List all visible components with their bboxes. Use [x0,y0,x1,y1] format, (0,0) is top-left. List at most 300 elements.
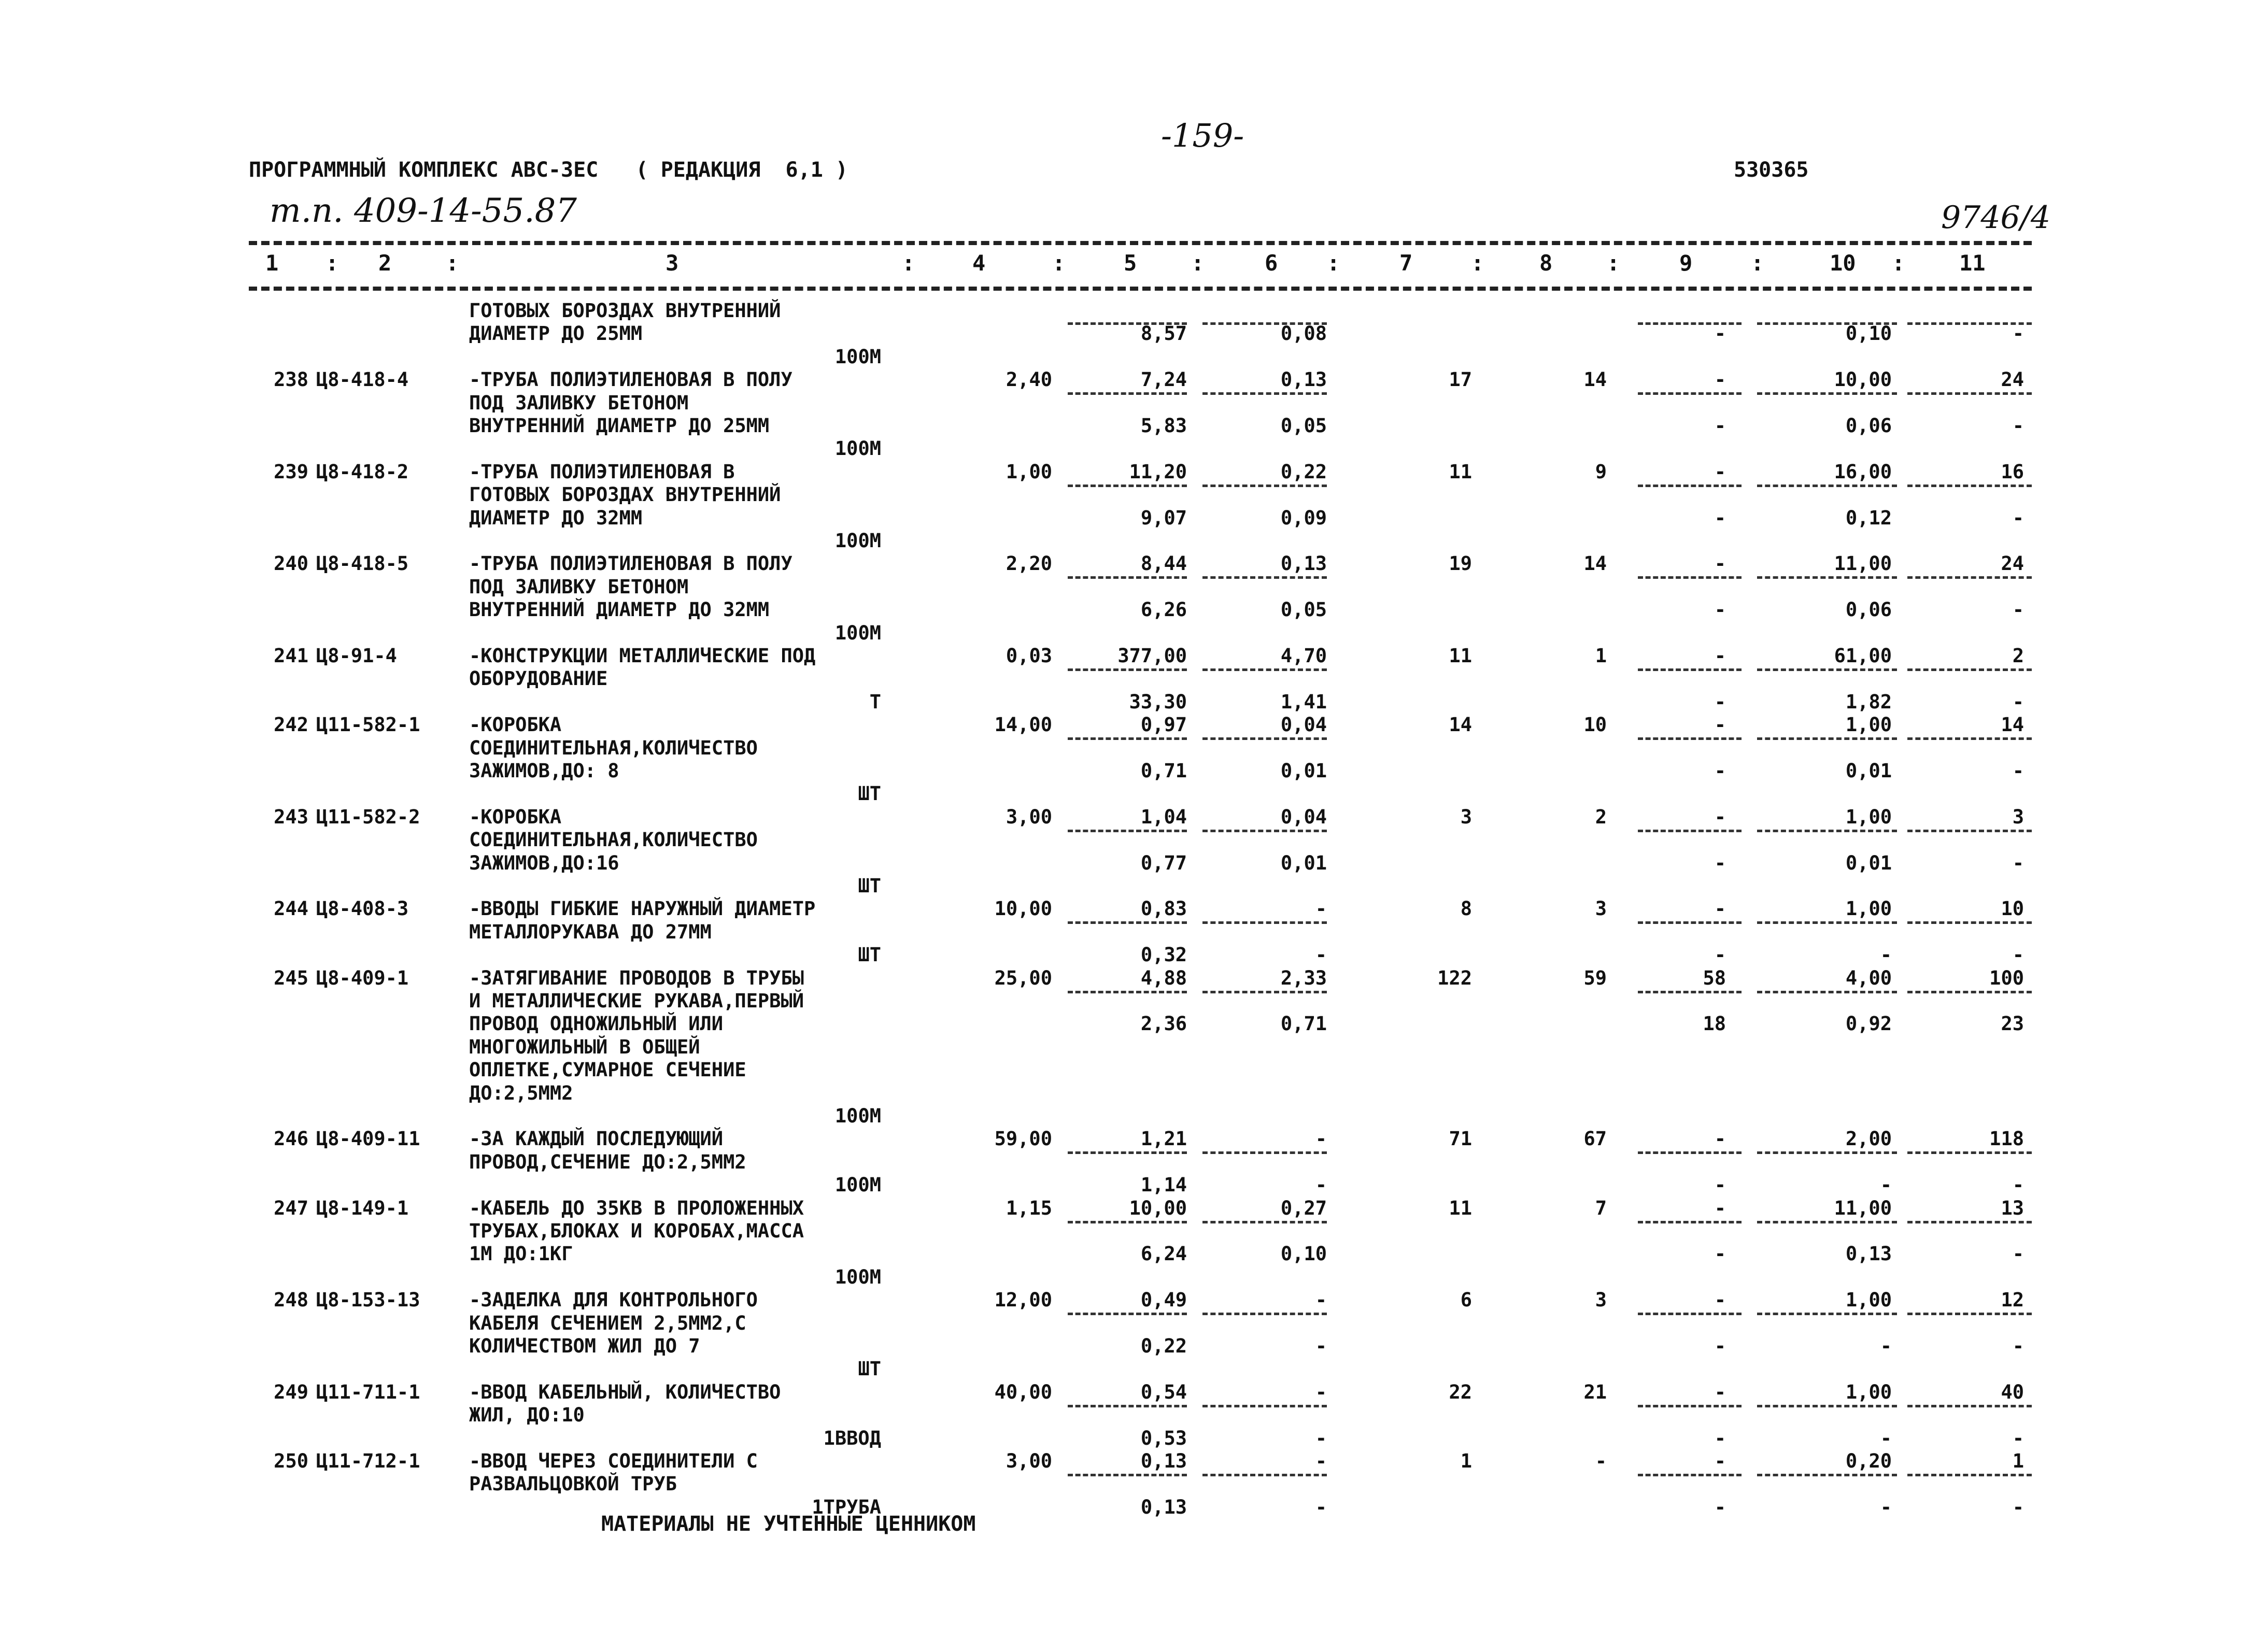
rate-code: Ц8-408-3 [316,898,409,920]
row-number: 247 [274,1197,308,1219]
column-header-6: 6 [1265,250,1278,276]
work-description: -ЗА КАЖДЫЙ ПОСЛЕДУЮЩИЙ [469,1128,724,1150]
value-separator-rule [1202,392,1327,395]
cell-c10: 1,00 [1845,1289,1892,1311]
cell-c5: 9,07 [1140,507,1187,529]
cell-c10: 10,00 [1834,368,1892,391]
cell-c11: - [2012,599,2024,621]
unit-of-measure: 100М [834,1174,881,1196]
cell-c7: 14 [1449,714,1472,736]
unit-of-measure: 100М [834,530,881,552]
cell-c11: - [2012,507,2024,529]
cell-c4: 3,00 [1006,1450,1052,1472]
project-number: т.п. 409-14-55.87 [270,192,577,230]
cell-c6: 0,05 [1280,415,1327,437]
column-separator: : [1751,250,1764,276]
rate-code: Ц11-711-1 [316,1381,420,1403]
work-description: И МЕТАЛЛИЧЕСКИЕ РУКАВА,ПЕРВЫЙ [469,990,804,1012]
cell-c5: 0,22 [1140,1335,1187,1357]
work-description: МЕТАЛЛОРУКАВА ДО 27ММ [469,921,712,943]
row-number: 246 [274,1128,308,1150]
cell-c10: 0,92 [1845,1013,1892,1035]
value-separator-rule [1638,1405,1742,1407]
value-separator-rule [1202,1221,1327,1223]
row-number: 242 [274,714,308,736]
cell-c9: 58 [1703,967,1726,989]
cell-c9: - [1714,461,1726,483]
cell-c5: 377,00 [1117,645,1187,667]
cell-c9: - [1714,322,1726,345]
work-description: ЗАЖИМОВ,ДО: 8 [469,760,619,782]
work-description: -ВВОД ЧЕРЕЗ СОЕДИНИТЕЛИ С [469,1450,758,1472]
cell-c9: - [1714,852,1726,874]
cell-c5: 8,57 [1140,322,1187,345]
cell-c10: 16,00 [1834,461,1892,483]
column-header-11: 11 [1959,250,1986,276]
cell-c4: 12,00 [994,1289,1052,1311]
work-description: -ЗАДЕЛКА ДЛЯ КОНТРОЛЬНОГО [469,1289,758,1311]
unit-of-measure: 100М [834,437,881,460]
cell-c5: 1,04 [1140,806,1187,828]
cell-c5: 0,77 [1140,852,1187,874]
value-separator-rule [1907,991,2032,993]
work-description: -КОНСТРУКЦИИ МЕТАЛЛИЧЕСКИЕ ПОД [469,645,816,667]
cell-c10: 1,00 [1845,806,1892,828]
cell-c9: - [1714,714,1726,736]
page-number: -159- [1161,117,1244,154]
value-separator-rule [1202,668,1327,671]
cell-c7: 22 [1449,1381,1472,1403]
value-separator-rule [1907,392,2032,395]
cell-c10: 61,00 [1834,645,1892,667]
cell-c9: - [1714,1128,1726,1150]
value-separator-rule [1907,737,2032,740]
cell-c5: 0,13 [1140,1496,1187,1518]
cell-c10: - [1880,1496,1892,1518]
rate-code: Ц8-409-11 [316,1128,420,1150]
rate-code: Ц8-153-13 [316,1289,420,1311]
value-separator-rule [1638,322,1742,325]
value-separator-rule [1202,1474,1327,1476]
cell-c10: 0,01 [1845,852,1892,874]
value-separator-rule [1068,991,1187,993]
work-description: -ТРУБА ПОЛИЭТИЛЕНОВАЯ В ПОЛУ [469,368,792,391]
cell-c6: 0,04 [1280,806,1327,828]
value-separator-rule [1638,485,1742,487]
cell-c4: 25,00 [994,967,1052,989]
cell-c10: 0,06 [1845,415,1892,437]
value-separator-rule [1202,737,1327,740]
cell-c9: - [1714,1174,1726,1196]
value-separator-rule [1907,485,2032,487]
cell-c8: 1 [1595,645,1607,667]
cell-c5: 0,53 [1140,1427,1187,1449]
row-number: 239 [274,461,308,483]
cell-c11: - [2012,1174,2024,1196]
work-description: ДИАМЕТР ДО 25ММ [469,322,643,345]
cell-c8: - [1595,1450,1607,1472]
cell-c11: 24 [2001,368,2024,391]
cell-c7: 17 [1449,368,1472,391]
cell-c6: 0,01 [1280,852,1327,874]
header-bottom-rule [249,287,2032,291]
value-separator-rule [1068,668,1187,671]
work-description: ЖИЛ, ДО:10 [469,1404,585,1426]
work-description: 1М ДО:1КГ [469,1243,573,1265]
cell-c10: 1,00 [1845,1381,1892,1403]
column-separator: : [1191,250,1205,276]
cell-c4: 2,20 [1006,552,1052,575]
value-separator-rule [1757,1151,1897,1154]
cell-c11: 13 [2001,1197,2024,1219]
cell-c11: - [2012,1335,2024,1357]
value-separator-rule [1907,1313,2032,1315]
cell-c10: 1,00 [1845,898,1892,920]
work-description: КАБЕЛЯ СЕЧЕНИЕМ 2,5ММ2,С [469,1312,746,1334]
value-separator-rule [1907,1405,2032,1407]
cell-c6: 0,13 [1280,368,1327,391]
cell-c5: 1,14 [1140,1174,1187,1196]
cell-c9: - [1714,1496,1726,1518]
cell-c10: 0,06 [1845,599,1892,621]
cell-c6: - [1315,1174,1327,1196]
value-separator-rule [1202,576,1327,579]
cell-c10: 1,82 [1845,691,1892,713]
value-separator-rule [1638,392,1742,395]
cell-c6: - [1315,898,1327,920]
work-description: ПРОВОД ОДНОЖИЛЬНЫЙ ИЛИ [469,1013,724,1035]
cell-c6: - [1315,1381,1327,1403]
value-separator-rule [1638,737,1742,740]
value-separator-rule [1202,1405,1327,1407]
cell-c11: 14 [2001,714,2024,736]
cell-c10: - [1880,944,1892,966]
column-header-7: 7 [1399,250,1413,276]
cell-c8: 59 [1583,967,1607,989]
unit-of-measure: ШТ [858,944,881,966]
cell-c11: 100 [1989,967,2024,989]
cell-c5: 0,32 [1140,944,1187,966]
cell-c10: 0,13 [1845,1243,1892,1265]
rate-code: Ц11-712-1 [316,1450,420,1472]
cell-c4: 1,00 [1006,461,1052,483]
column-header-10: 10 [1830,250,1856,276]
cell-c8: 14 [1583,368,1607,391]
value-separator-rule [1757,1221,1897,1223]
cell-c6: 4,70 [1280,645,1327,667]
value-separator-rule [1757,576,1897,579]
unit-of-measure: 1ТРУБА [812,1496,881,1518]
cell-c11: 2 [2012,645,2024,667]
column-separator: : [1052,250,1066,276]
work-description: -ТРУБА ПОЛИЭТИЛЕНОВАЯ В ПОЛУ [469,552,792,575]
value-separator-rule [1757,392,1897,395]
cell-c10: 0,20 [1845,1450,1892,1472]
cell-c11: - [2012,852,2024,874]
row-number: 244 [274,898,308,920]
work-description: -КОРОБКА [469,714,562,736]
cell-c11: 12 [2001,1289,2024,1311]
cell-c11: - [2012,760,2024,782]
cell-c11: - [2012,944,2024,966]
value-separator-rule [1202,322,1327,325]
value-separator-rule [1638,668,1742,671]
work-description: -ВВОДЫ ГИБКИЕ НАРУЖНЫЙ ДИАМЕТР [469,898,816,920]
row-number: 245 [274,967,308,989]
cell-c11: 10 [2001,898,2024,920]
value-separator-rule [1068,737,1187,740]
cell-c7: 11 [1449,461,1472,483]
column-header-8: 8 [1539,250,1553,276]
work-description: -КОРОБКА [469,806,562,828]
rate-code: Ц8-418-4 [316,368,409,391]
rate-code: Ц11-582-2 [316,806,420,828]
cell-c6: - [1315,1289,1327,1311]
cell-c5: 1,21 [1140,1128,1187,1150]
cell-c7: 11 [1449,1197,1472,1219]
cell-c6: 0,71 [1280,1013,1327,1035]
cell-c10: - [1880,1335,1892,1357]
value-separator-rule [1757,921,1897,924]
column-separator: : [1892,250,1905,276]
column-header-1: 1 [265,250,279,276]
cell-c11: 40 [2001,1381,2024,1403]
cell-c8: 10 [1583,714,1607,736]
value-separator-rule [1638,576,1742,579]
cell-c9: 18 [1703,1013,1726,1035]
value-separator-rule [1757,485,1897,487]
cell-c9: - [1714,691,1726,713]
column-separator: : [325,250,339,276]
cell-c8: 9 [1595,461,1607,483]
cell-c7: 11 [1449,645,1472,667]
cell-c5: 10,00 [1129,1197,1187,1219]
value-separator-rule [1638,921,1742,924]
work-description: ГОТОВЫХ БОРОЗДАХ ВНУТРЕННИЙ [469,300,781,322]
cell-c10: - [1880,1174,1892,1196]
cell-c7: 19 [1449,552,1472,575]
cell-c5: 8,44 [1140,552,1187,575]
cell-c6: - [1315,1335,1327,1357]
cell-c9: - [1714,898,1726,920]
doc-code: 530365 [1734,158,1809,182]
work-description: ВНУТРЕННИЙ ДИАМЕТР ДО 32ММ [469,599,770,621]
work-description: СОЕДИНИТЕЛЬНАЯ,КОЛИЧЕСТВО [469,737,758,759]
cell-c9: - [1714,1289,1726,1311]
cell-c5: 6,26 [1140,599,1187,621]
cell-c4: 1,15 [1006,1197,1052,1219]
work-description: ВНУТРЕННИЙ ДИАМЕТР ДО 25ММ [469,415,770,437]
cell-c6: 0,05 [1280,599,1327,621]
value-separator-rule [1068,392,1187,395]
work-description: ЗАЖИМОВ,ДО:16 [469,852,619,874]
cell-c6: - [1315,1128,1327,1150]
cell-c9: - [1714,552,1726,575]
cell-c9: - [1714,1243,1726,1265]
cell-c8: 14 [1583,552,1607,575]
unit-of-measure: 1ВВОД [823,1427,881,1449]
cell-c7: 71 [1449,1128,1472,1150]
cell-c9: - [1714,1450,1726,1472]
work-description: ТРУБАХ,БЛОКАХ И КОРОБАХ,МАССА [469,1220,804,1242]
cell-c9: - [1714,1427,1726,1449]
cell-c7: 6 [1460,1289,1472,1311]
value-separator-rule [1068,830,1187,832]
cell-c6: 0,09 [1280,507,1327,529]
value-separator-rule [1638,1313,1742,1315]
value-separator-rule [1907,1151,2032,1154]
cell-c11: 24 [2001,552,2024,575]
row-number: 248 [274,1289,308,1311]
header-top-rule [249,241,2032,245]
column-header-9: 9 [1679,250,1693,276]
cell-c9: - [1714,368,1726,391]
cell-c8: 21 [1583,1381,1607,1403]
cell-c11: 23 [2001,1013,2024,1035]
work-description: -КАБЕЛЬ ДО 35КВ В ПРОЛОЖЕННЫХ [469,1197,804,1219]
cell-c9: - [1714,944,1726,966]
cell-c4: 0,03 [1006,645,1052,667]
cell-c9: - [1714,1381,1726,1403]
cell-c11: 1 [2012,1450,2024,1472]
cell-c10: 4,00 [1845,967,1892,989]
cell-c9: - [1714,599,1726,621]
column-separator: : [446,250,459,276]
cell-c11: - [2012,691,2024,713]
value-separator-rule [1068,1151,1187,1154]
value-separator-rule [1068,322,1187,325]
value-separator-rule [1757,737,1897,740]
value-separator-rule [1907,830,2032,832]
value-separator-rule [1068,1221,1187,1223]
cell-c11: - [2012,1496,2024,1518]
rate-code: Ц8-409-1 [316,967,409,989]
value-separator-rule [1907,921,2032,924]
work-description: КОЛИЧЕСТВОМ ЖИЛ ДО 7 [469,1335,700,1357]
rate-code: Ц8-418-2 [316,461,409,483]
cell-c8: 3 [1595,1289,1607,1311]
cell-c6: - [1315,1427,1327,1449]
cell-c11: 16 [2001,461,2024,483]
cell-c5: 0,13 [1140,1450,1187,1472]
cell-c9: - [1714,806,1726,828]
work-description: СОЕДИНИТЕЛЬНАЯ,КОЛИЧЕСТВО [469,829,758,851]
value-separator-rule [1202,1151,1327,1154]
value-separator-rule [1757,1405,1897,1407]
rate-code: Ц8-418-5 [316,552,409,575]
cell-c10: 2,00 [1845,1128,1892,1150]
cell-c5: 0,54 [1140,1381,1187,1403]
row-number: 240 [274,552,308,575]
value-separator-rule [1907,322,2032,325]
value-separator-rule [1757,1474,1897,1476]
column-header-2: 2 [378,250,392,276]
cell-c6: 0,10 [1280,1243,1327,1265]
work-description: ОПЛЕТКЕ,СУМАРНОЕ СЕЧЕНИЕ [469,1059,746,1081]
row-number: 238 [274,368,308,391]
cell-c6: 0,08 [1280,322,1327,345]
column-separator: : [902,250,915,276]
work-description: ОБОРУДОВАНИЕ [469,667,608,690]
value-separator-rule [1202,1313,1327,1315]
cell-c10: 11,00 [1834,552,1892,575]
cell-c5: 5,83 [1140,415,1187,437]
value-separator-rule [1068,1474,1187,1476]
cell-c7: 3 [1460,806,1472,828]
value-separator-rule [1202,921,1327,924]
value-separator-rule [1068,576,1187,579]
value-separator-rule [1638,1151,1742,1154]
value-separator-rule [1638,1474,1742,1476]
sheet-number: 9746/4 [1941,200,2051,236]
value-separator-rule [1757,1313,1897,1315]
column-separator: : [1471,250,1484,276]
cell-c9: - [1714,645,1726,667]
cell-c11: - [2012,1243,2024,1265]
cell-c10: - [1880,1427,1892,1449]
cell-c8: 2 [1595,806,1607,828]
value-separator-rule [1757,991,1897,993]
cell-c6: 0,22 [1280,461,1327,483]
rate-code: Ц11-582-1 [316,714,420,736]
cell-c6: 0,04 [1280,714,1327,736]
row-number: 243 [274,806,308,828]
cell-c10: 0,12 [1845,507,1892,529]
cell-c4: 10,00 [994,898,1052,920]
value-separator-rule [1907,576,2032,579]
value-separator-rule [1638,1221,1742,1223]
column-separator: : [1327,250,1340,276]
cell-c11: 118 [1989,1128,2024,1150]
cell-c6: - [1315,944,1327,966]
work-description: -ТРУБА ПОЛИЭТИЛЕНОВАЯ В [469,461,735,483]
cell-c4: 14,00 [994,714,1052,736]
work-description: МНОГОЖИЛЬНЫЙ В ОБЩЕЙ [469,1036,700,1058]
cell-c6: 2,33 [1280,967,1327,989]
column-header-4: 4 [972,250,986,276]
cell-c9: - [1714,760,1726,782]
column-header-3: 3 [666,250,679,276]
cell-c9: - [1714,507,1726,529]
unit-of-measure: 100М [834,346,881,368]
cell-c4: 59,00 [994,1128,1052,1150]
cell-c5: 0,83 [1140,898,1187,920]
cell-c6: 1,41 [1280,691,1327,713]
value-separator-rule [1757,668,1897,671]
cell-c4: 2,40 [1006,368,1052,391]
unit-of-measure: ШТ [858,875,881,897]
cell-c6: 0,13 [1280,552,1327,575]
cell-c8: 7 [1595,1197,1607,1219]
cell-c5: 11,20 [1129,461,1187,483]
unit-of-measure: 100М [834,1105,881,1127]
cell-c9: - [1714,415,1726,437]
unit-of-measure: ШТ [858,782,881,805]
cell-c5: 33,30 [1129,691,1187,713]
cell-c5: 0,97 [1140,714,1187,736]
program-header: ПРОГРАММНЫЙ КОМПЛЕКС АВС-3ЕС ( РЕДАКЦИЯ 6,1 ) [249,158,848,182]
cell-c5: 2,36 [1140,1013,1187,1035]
cell-c4: 40,00 [994,1381,1052,1403]
work-description: ПОД ЗАЛИВКУ БЕТОНОМ [469,576,689,598]
cell-c6: - [1315,1450,1327,1472]
value-separator-rule [1068,1313,1187,1315]
cell-c10: 0,01 [1845,760,1892,782]
value-separator-rule [1757,322,1897,325]
value-separator-rule [1638,830,1742,832]
unit-of-measure: ШТ [858,1358,881,1380]
cell-c9: - [1714,1197,1726,1219]
